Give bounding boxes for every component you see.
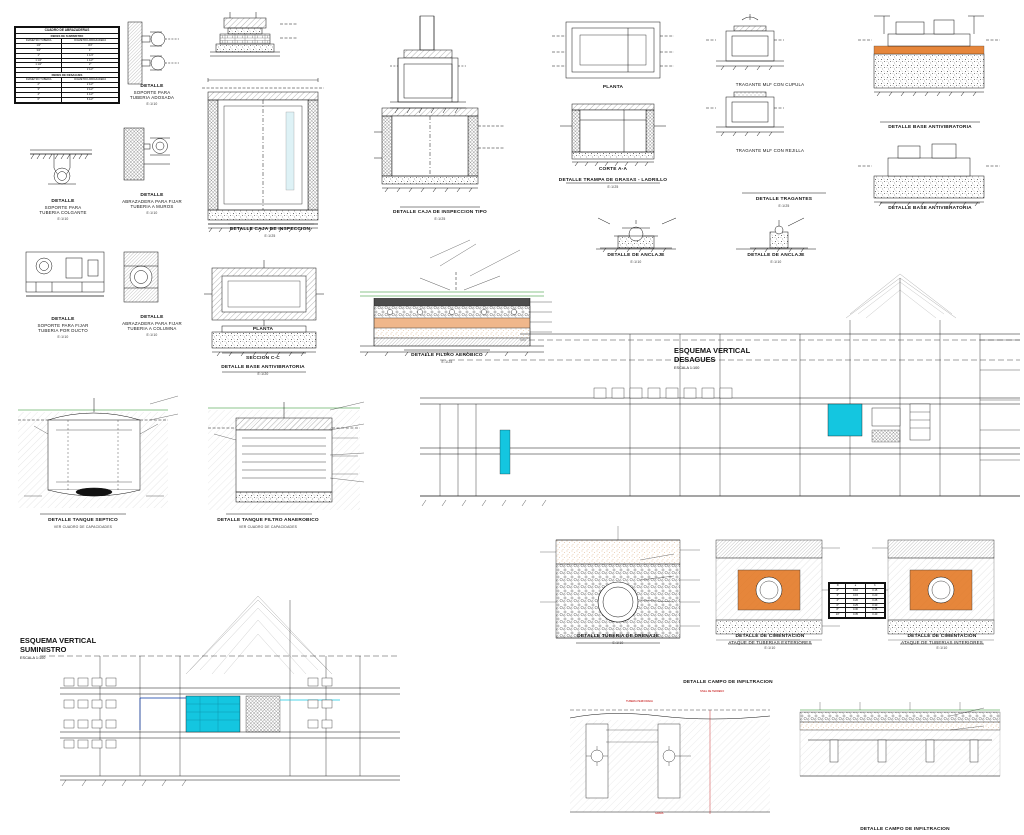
caption-scale: E:1/10 (146, 210, 158, 215)
table-cell: 3/4" (62, 43, 119, 48)
table-cell: 0.40 (865, 613, 884, 618)
caption-detalle-soporte-tuberia-adosada (130, 83, 174, 106)
caption-title: DETALLE CAMPO DE INFILTRACION (860, 827, 950, 832)
caption-title: DETALLE DE ANCLAJE (607, 253, 665, 258)
table-cell: 3" (16, 88, 62, 93)
caption-line: TUBERIA POR DUCTO (38, 328, 88, 334)
caption-scale: E:1/10 (612, 640, 624, 645)
table-section-title: REDES DE DESAGUES (16, 73, 119, 78)
caption-detalle-de-anclaje-2 (747, 252, 804, 264)
table-cell: 1/2" (16, 43, 62, 48)
table-cell: 2" (830, 588, 846, 593)
caption-line: TUBERIA A MUROS (130, 204, 174, 210)
caption-corte-aa-trampa (599, 166, 627, 173)
title-esquema-vertical-desagues (674, 346, 750, 370)
caption-detalle-soporte-ducto (37, 316, 88, 339)
caption-title: DETALLE TANQUE FILTRO ANAEROBICO (217, 518, 319, 523)
caption-detalle-filtro-aerobico (411, 352, 483, 364)
table-header-cell: DIAMETRO TUBERIA (16, 78, 62, 83)
caption-scale: E:1/10 (770, 259, 782, 264)
caption-detalle-cimentacion-interiores (901, 633, 983, 651)
caption-note: VER CUADRO DE CAPACIDADES (238, 524, 298, 529)
table-cell: 3" (830, 593, 846, 598)
caption-title: DETALLE DE CIMENTACION (907, 634, 977, 639)
caption-title: DETALLE (140, 193, 164, 198)
table-cell: 6" (830, 603, 846, 608)
caption-title: CORTE A-A (598, 167, 628, 172)
table-cell: 2" (62, 63, 119, 68)
table-cell: 1" (62, 48, 119, 53)
caption-detalle-soporte-tuberia-colgante (39, 198, 86, 221)
table-header-cell: D (830, 584, 846, 589)
annotation-tuberia-perforada: TUBERIA PERFORADA (626, 700, 653, 703)
caption-scale: E:1/10 (764, 646, 776, 651)
table-cell: 1" (16, 53, 62, 58)
caption-planta-trampa (603, 84, 623, 91)
table-cell: 1 1/2" (16, 63, 62, 68)
caption-detalle-base-antivibratoria-1 (888, 124, 972, 131)
caption-line: ATAQUE DE TUBERIAS EXTERIORES (728, 639, 812, 645)
cuadro-de-abrazaderas-table (14, 26, 120, 104)
caption-scale: E:1/25 (778, 203, 790, 208)
caption-title: SECCION C-C (246, 356, 280, 361)
title-line-1: ESQUEMA VERTICAL (674, 346, 751, 355)
title-esquema-vertical-suministro (20, 636, 96, 660)
table-cell: 0.30 (846, 608, 865, 613)
caption-title: DETALLE CAJA DE INSPECCION TIPO (393, 210, 487, 215)
caption-title: DETALLE CAJA DE INSPECCION (229, 227, 311, 232)
table-cell: 0.15 (846, 593, 865, 598)
title-line-2: DESAGUES (674, 355, 716, 365)
caption-detalle-tuberia-de-drenaje (577, 633, 659, 645)
caption-title: DETALLE TRAGANTES (755, 197, 813, 202)
caption-detalle-de-anclaje-1 (607, 252, 664, 264)
table-cell: 0.25 (846, 603, 865, 608)
table-header-cell: DIAMETRO TUBERIA (16, 38, 62, 43)
caption-detalle-caja-de-inspeccion-tipo (393, 209, 487, 221)
caption-line: SOPORTE PARA (44, 204, 82, 210)
table-cell: 2" (16, 68, 62, 73)
caption-scale: E:1/10 (630, 259, 642, 264)
table-cell: 2 1/2" (62, 83, 119, 88)
caption-title: DETALLE CAMPO DE INFILTRACION (683, 680, 773, 685)
title-scale: ESCALA 1:100 (674, 365, 700, 370)
title-scale: ESCALA 1:100 (20, 655, 46, 660)
caption-title: PLANTA (602, 85, 624, 90)
caption-title: DETALLE FILTRO AEROBICO (411, 353, 483, 358)
table-cell: 0.25 (865, 598, 884, 603)
caption-title: DETALLE (51, 199, 75, 204)
caption-title: DETALLE TRAMPA DE GRASAS - LADRILLO (558, 178, 668, 183)
table-cell: 6" (16, 97, 62, 102)
caption-detalle-base-antivibratoria-3 (221, 364, 305, 376)
caption-title: DETALLE TANQUE SEPTICO (48, 518, 118, 523)
caption-title: DETALLE (140, 315, 164, 320)
table-cell: 0.35 (865, 608, 884, 613)
caption-line: ABRAZADERA PARA FIJAR (122, 320, 182, 326)
table-cell: 1 1/4" (62, 53, 119, 58)
annotation-nivel-terreno: NIVEL DE TERRENO (700, 690, 725, 693)
caption-scale: E:1/10 (57, 216, 69, 221)
table-cell: 6 1/2" (62, 97, 119, 102)
caption-line: TUBERIA COLGANTE (39, 210, 87, 216)
table-cell: 0.20 (846, 598, 865, 603)
table-cell: 3/4" (16, 48, 62, 53)
caption-detalle-tragantes (756, 196, 812, 208)
table-header-cell: DIAMETRO ABRAZADERA (62, 78, 119, 83)
caption-scale: E:1/25 (264, 233, 276, 238)
table-cell: 0.20 (865, 593, 884, 598)
caption-detalle-tanque-septico (48, 517, 118, 529)
table-cell: 2 1/2" (62, 68, 119, 73)
caption-line: SOPORTE PARA FIJAR (37, 322, 89, 328)
table-header-cell: DIAMETRO ABRAZADERA (62, 38, 119, 43)
caption-line: TUBERIA A COLUMNA (127, 326, 177, 332)
table-cell: 0.10 (846, 588, 865, 593)
caption-seccion-cc (246, 355, 280, 362)
title-line-1: ESQUEMA VERTICAL (20, 636, 97, 645)
caption-detalle-abrazadera-muros (122, 192, 182, 215)
caption-scale: E:1/10 (146, 101, 158, 106)
table-cell: 1 1/4" (16, 58, 62, 63)
table-cell: 10" (830, 613, 846, 618)
caption-note: VER CUADRO DE CAPACIDADES (53, 524, 113, 529)
table-header-cell: b (865, 584, 884, 589)
caption-line: SOPORTE PARA (133, 89, 171, 95)
caption-scale: E:1/25 (441, 359, 453, 364)
caption-title: DETALLE DE ANCLAJE (747, 253, 805, 258)
table-cell: 0.35 (846, 613, 865, 618)
caption-scale: E:1/10 (57, 334, 69, 339)
caption-tragante-con-cupula (736, 82, 805, 88)
title-line-2: SUMINISTRO (20, 645, 67, 655)
caption-detalle-trampa-de-grasas (559, 177, 667, 189)
caption-title: DETALLE TUBERIA DE DRENAJE (577, 634, 659, 639)
caption-line: ATAQUE DE TUBERIAS INTERIORES (901, 639, 983, 645)
table-cell: 4" (830, 598, 846, 603)
caption-detalle-campo-de-infiltracion-1 (683, 679, 773, 686)
table-cell: 1 1/2" (62, 58, 119, 63)
caption-line: TUBERIA ADOSADA (129, 95, 175, 101)
cuadro-cimentacion-table (828, 582, 886, 619)
table-cell: 3 1/2" (62, 88, 119, 93)
caption-line: ABRAZADERA PARA FIJAR (122, 198, 182, 204)
caption-detalle-cimentacion-exteriores (728, 633, 811, 651)
table-cell: 2" (16, 83, 62, 88)
caption-title: PLANTA (252, 327, 274, 332)
caption-detalle-tanque-filtro-anaerobico (217, 517, 319, 529)
caption-title: DETALLE BASE ANTIVIBRATORIA (888, 206, 972, 211)
table-cell: 0.15 (865, 588, 884, 593)
table-cell: 4" (16, 93, 62, 98)
table-header-cell: a (846, 584, 865, 589)
caption-title: DETALLE BASE ANTIVIBRATORIA (888, 125, 972, 130)
caption-title: DETALLE (140, 84, 164, 89)
table-cell: 0.30 (865, 603, 884, 608)
caption-title: TRAGANTE MLF CON REJILLA (735, 148, 805, 153)
caption-title: TRAGANTE MLF CON CUPULA (735, 82, 805, 87)
caption-detalle-campo-de-infiltracion-2 (860, 826, 950, 833)
caption-scale: E:1/20 (257, 371, 269, 376)
caption-scale: E:1/10 (146, 332, 158, 337)
table-section-title: REDES DE SUMINISTRO (16, 33, 119, 38)
table-cell: 4 1/2" (62, 93, 119, 98)
caption-detalle-abrazadera-columna (122, 314, 182, 337)
caption-scale: E:1/25 (434, 216, 446, 221)
caption-detalle-base-antivibratoria-2 (888, 205, 972, 212)
table-title: CUADRO DE ABRAZADERAS (16, 28, 119, 34)
caption-title: DETALLE BASE ANTIVIBRATORIA (221, 365, 305, 370)
caption-detalle-caja-de-inspeccion (230, 226, 310, 238)
caption-title: DETALLE DE CIMENTACION (735, 634, 805, 639)
caption-planta-base (253, 326, 273, 333)
caption-scale: E:1/25 (607, 184, 619, 189)
caption-title: DETALLE (51, 317, 75, 322)
table-cell: 8" (830, 608, 846, 613)
caption-tragante-con-rejilla (736, 148, 804, 154)
annotation-grava: GRAVA (655, 812, 664, 815)
caption-scale: E:1/10 (936, 646, 948, 651)
